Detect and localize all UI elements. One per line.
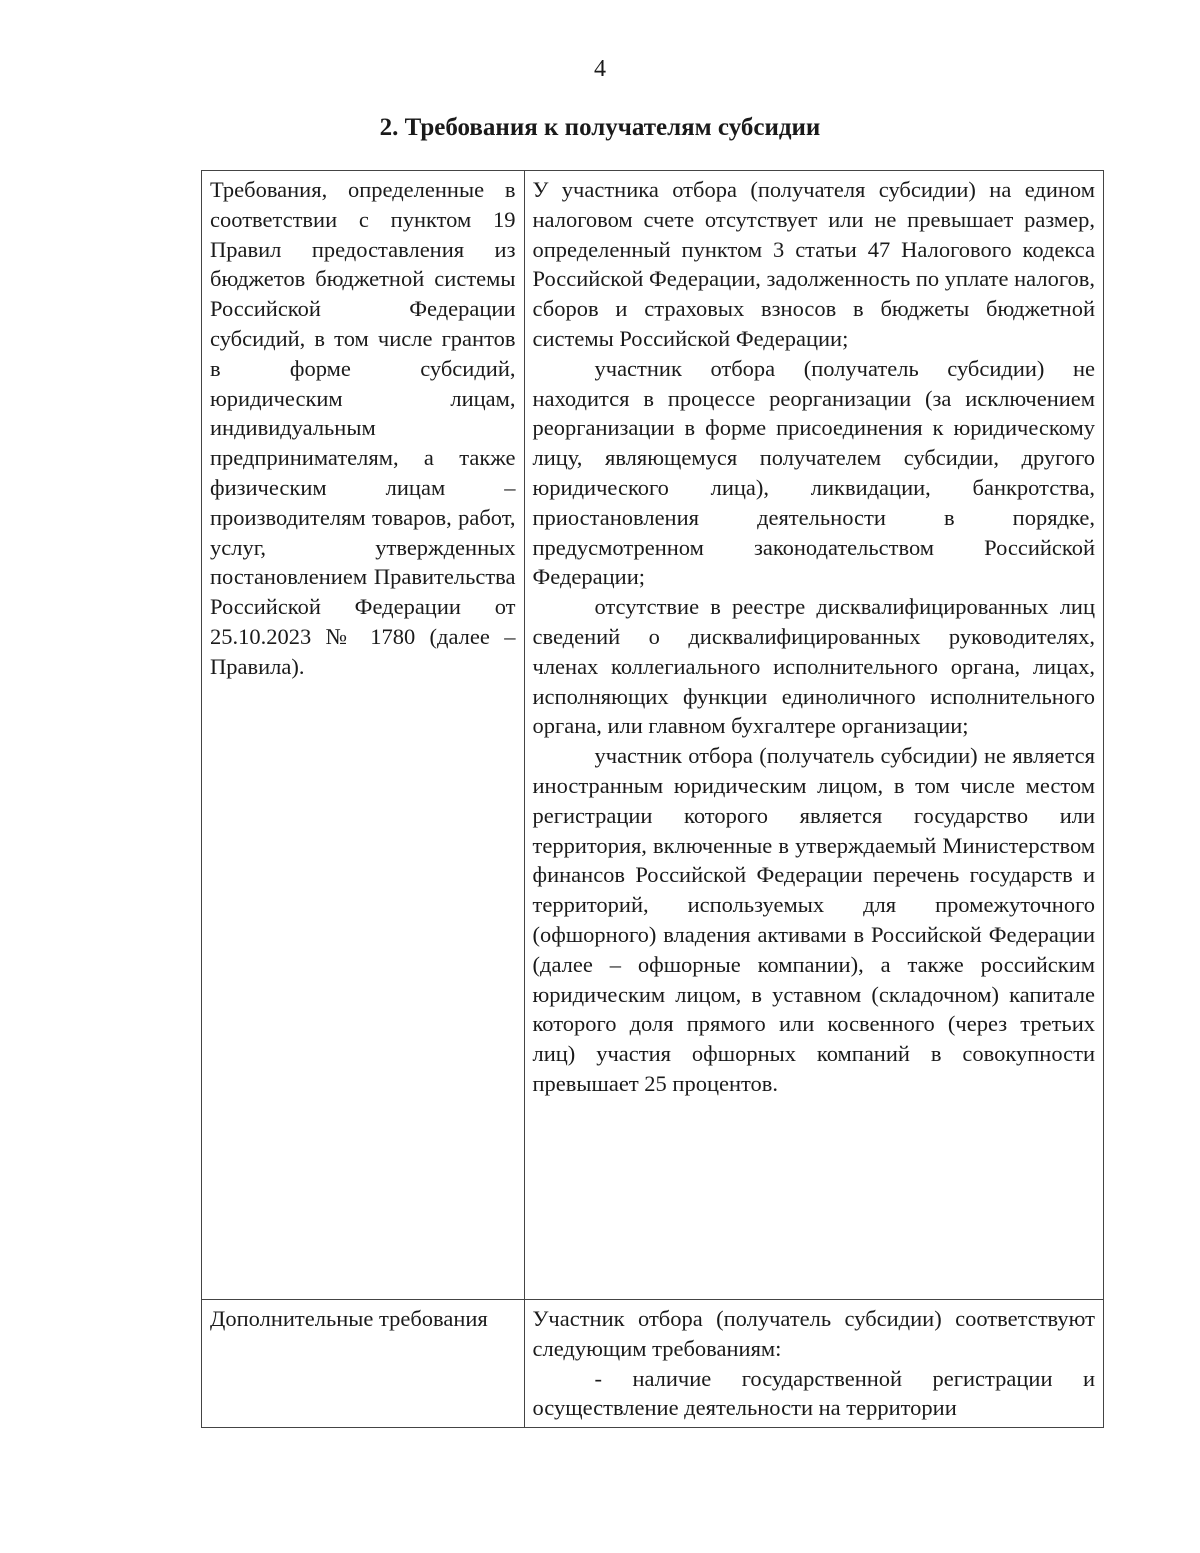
table-row: [202, 1300, 1104, 1428]
requirement-category-cell: [202, 171, 525, 1300]
requirement-paragraph: У участника отбора (получателя субсидии) на едином налоговом счете отсутствует или не превышает размер, определенный пунктом 3 статьи 47 Налогового кодекса Российской Федерации, задолженность по уплате налогов, сборов и страховых взносов в бюджеты бюджетной системы Российской Федерации;: [532, 177, 1096, 351]
section-title: 2. Требования к получателям субсидии: [379, 114, 821, 141]
requirement-paragraph: Участник отбора (получатель субсидии) соответствуют следующим требованиям:: [532, 1306, 1095, 1361]
requirement-paragraph: участник отбора (получатель субсидии) не является иностранным юридическим лицом, в том числе местом регистрации которого является государство или территория, включенные в утверждаемый Министерством финансов Российской Федерации перечень государств и территорий, используемых для промежуточного (офшорного) владения активами в Российской Федерации (далее – офшорные компании), а также российским юридическим лицом, в уставном (складочном) капитале которого доля прямого или косвенного (через третьих лиц) участия офшорных компаний в совокупности превышает 25 процентов.: [532, 743, 1095, 1096]
requirement-details-cell: [524, 171, 1104, 1300]
requirement-paragraph: - наличие государственной регистрации и осуществление деятельности на территории: [532, 1365, 1095, 1421]
table-row: [202, 171, 1104, 1300]
requirement-details-cell: [524, 1300, 1104, 1428]
requirements-table: [201, 170, 1104, 1428]
requirement-category-cell: [202, 1300, 525, 1428]
requirement-category-text: Дополнительные требования: [210, 1306, 488, 1331]
requirement-category-text: Требования, определенные в соответствии с пунктом 19 Правил предоставления из бюджетов бюджетной системы Российской Федерации субсидий, в том числе грантов в форме субсидий, юридическим лицам, индивидуальным предпринимателям, а также физическим лицам – производителям товаров, работ, услуг, утвержденных постановлением Правительства Российской Федерации от 25.10.2023 № 1780 (далее – Правила).: [210, 177, 516, 679]
requirement-paragraph: участник отбора (получатель субсидии) не находится в процессе реорганизации (за исключением реорганизации в форме присоединения к юридическому лицу, являющемуся получателем субсидии, другого юридического лица), ликвидации, банкротства, приостановления деятельности в порядке, предусмотренном законодательством Российской Федерации;: [532, 355, 1095, 590]
requirement-paragraph: отсутствие в реестре дисквалифицированных лиц сведений о дисквалифицированных руководителях, членах коллегиального исполнительного органа, лицах, исполняющих функции единоличного исполнительного органа, или главном бухгалтере организации;: [532, 594, 1095, 739]
page-number: 4: [594, 56, 606, 82]
